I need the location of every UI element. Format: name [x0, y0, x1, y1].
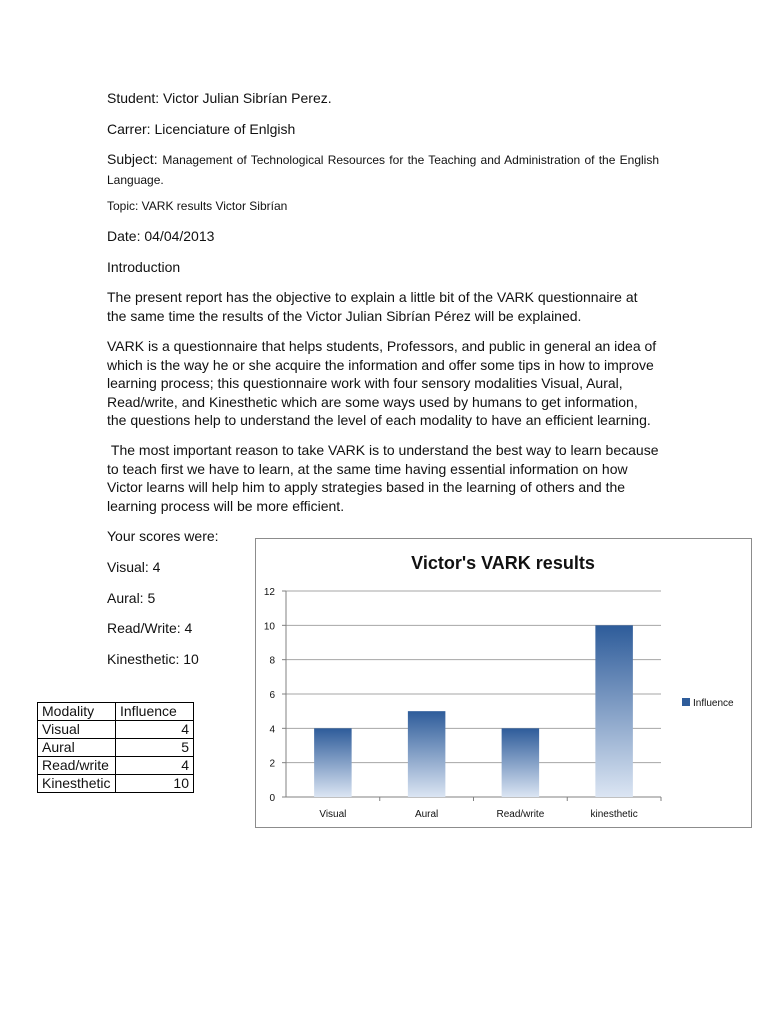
- table-cell-influence: 10: [116, 775, 194, 793]
- table-row: [38, 739, 194, 757]
- paragraph-vark-description: VARK is a questionnaire that helps students, Professors, and public in general an idea of which is the way he or she acquire the information and offer some tips in how to improve learning process; this questionnaire work with four sensory modalities Visual, Aural, Read/write, and Kinesthetic which are some ways used by humans to get information, the questions help to understand the level of each modality to have an efficient learning.: [107, 338, 657, 428]
- score-visual: Visual: 4: [107, 559, 161, 575]
- y-tick-label: 8: [269, 655, 275, 667]
- date-line: Date: 04/04/2013: [107, 228, 215, 244]
- bar-kinesthetic: [595, 625, 633, 797]
- y-tick-label: 12: [263, 587, 275, 598]
- student-line: Student: Victor Julian Sibrían Perez.: [107, 90, 332, 106]
- bar-visual: [314, 728, 352, 797]
- table-header-modality: Modality: [38, 703, 116, 721]
- chart-title: Victor's VARK results: [411, 553, 595, 573]
- influence-table: [37, 702, 194, 793]
- y-tick-label: 10: [263, 621, 275, 633]
- x-tick-label: Aural: [414, 809, 439, 820]
- subject-label: Subject:: [107, 151, 163, 167]
- x-tick-label: Visual: [319, 809, 347, 820]
- vark-chart-svg: [256, 539, 751, 827]
- table-cell-modality: Aural: [38, 739, 116, 757]
- subject-line: [107, 150, 659, 189]
- y-tick-label: 2: [269, 758, 275, 770]
- x-tick-label: kinesthetic: [590, 809, 638, 820]
- career-line: Carrer: Licenciature of Enlgish: [107, 121, 296, 137]
- y-tick-label: 4: [269, 724, 275, 736]
- score-kinesthetic: Kinesthetic: 10: [107, 651, 199, 667]
- table-cell-influence: 4: [116, 721, 194, 739]
- legend-swatch: [682, 698, 690, 706]
- bar-aural: [408, 711, 446, 797]
- table-cell-modality: Kinesthetic: [38, 775, 116, 793]
- table-cell-modality: Visual: [38, 721, 116, 739]
- subject-text: Management of Technological Resources for the Teaching and Administration of the English Language.: [107, 153, 659, 187]
- bar-readwrite: [502, 728, 540, 797]
- table-header-influence: Influence: [116, 703, 194, 721]
- legend-label: Influence: [693, 698, 734, 709]
- table-row: [38, 775, 194, 793]
- x-tick-label: Read/write: [496, 809, 545, 820]
- paragraph-objective: The present report has the objective to explain a little bit of the VARK questionnaire at the same time the results of the Victor Julian Sibrían Pérez will be explained.: [107, 289, 638, 324]
- table-cell-modality: Read/write: [38, 757, 116, 775]
- table-row: [38, 721, 194, 739]
- table-header-row: [38, 703, 194, 721]
- table-cell-influence: 4: [116, 757, 194, 775]
- topic-line: Topic: VARK results Victor Sibrían: [107, 199, 288, 213]
- y-tick-label: 6: [269, 690, 275, 701]
- table-cell-influence: 5: [116, 739, 194, 757]
- score-aural: Aural: 5: [107, 590, 156, 606]
- score-readwrite: Read/Write: 4: [107, 620, 193, 636]
- y-tick-label: 0: [269, 793, 275, 804]
- table-row: [38, 757, 194, 775]
- paragraph-reason: The most important reason to take VARK is to understand the best way to learn because to teach first we have to learn, at the same time having essential information on how Victor learns will help him to apply strategies based in the learning of others and the learning process will be more efficient.: [107, 442, 663, 514]
- intro-heading: Introduction: [107, 259, 181, 275]
- vark-chart: [255, 538, 752, 828]
- scores-heading: Your scores were:: [107, 528, 219, 544]
